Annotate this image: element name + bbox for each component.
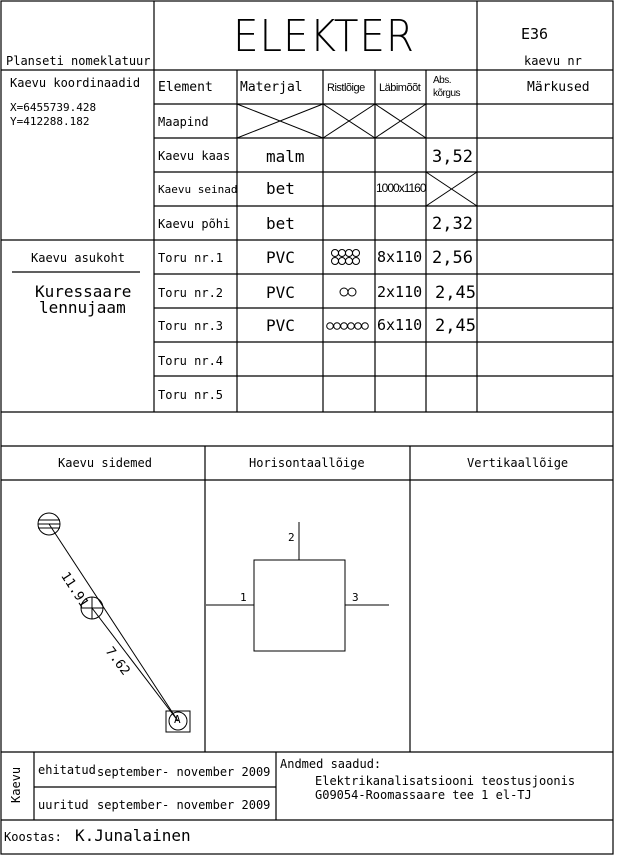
ties-diagram — [38, 513, 190, 732]
cross-section-2-pipes-icon — [340, 288, 356, 296]
section-vertical-title: Vertikaallõige — [467, 456, 569, 470]
tie-distance-1: 11.91 — [57, 569, 92, 611]
coordinate-y: Y=412288.182 — [10, 115, 90, 128]
manhole-code: E36 — [521, 25, 549, 43]
pipe-label-1: 1 — [240, 591, 247, 604]
row-element: Kaevu põhi — [158, 217, 231, 231]
row-diameter: 2x110 — [377, 283, 423, 301]
row-element: Maapind — [158, 115, 209, 129]
row-material: PVC — [266, 248, 295, 267]
nomenclature-label: Planseti nomeklatuur — [6, 54, 151, 68]
coordinates-label: Kaevu koordinaadid — [10, 76, 141, 90]
col-header-diameter: Läbimõõt — [379, 82, 421, 94]
row-height: 2,56 — [432, 248, 473, 268]
pipe-label-2: 2 — [288, 531, 295, 544]
footer-kaevu-label: Kaevu — [9, 766, 23, 803]
surveyed-value: september- november 2009 — [97, 798, 271, 812]
location-line-1: Kuressaare — [35, 282, 132, 301]
horizontal-section-diagram — [206, 522, 389, 651]
row-height: 2,45 — [435, 316, 476, 336]
col-header-element: Element — [158, 80, 213, 95]
row-element: Toru nr.1 — [158, 251, 224, 265]
location-line-2: lennujaam — [39, 298, 126, 317]
row-height: 2,45 — [435, 283, 476, 303]
row-element: Kaevu seinad — [158, 183, 238, 196]
col-header-height-2: kõrgus — [433, 88, 461, 99]
col-header-cross-section: Ristlõige — [327, 82, 365, 94]
row-height: 3,52 — [432, 147, 473, 167]
surveyed-label: uuritud — [38, 798, 89, 812]
cross-section-8-pipes-icon — [332, 250, 360, 265]
row-element: Toru nr.4 — [158, 354, 224, 368]
row-element: Toru nr.5 — [158, 388, 224, 402]
form-title: ELEKTER — [233, 11, 415, 62]
row-material: PVC — [266, 316, 295, 335]
row-diameter: 1000x1160 — [376, 181, 426, 195]
section-horizontal-title: Horisontaallõige — [249, 456, 365, 470]
manhole-marker-label: A — [174, 713, 181, 726]
row-material: bet — [266, 179, 295, 198]
row-element: Kaevu kaas — [158, 149, 231, 163]
source-line-1: Elektrikanalisatsiooni teostusjoonis — [315, 774, 576, 788]
row-diameter: 8x110 — [377, 248, 423, 266]
col-header-height-1: Abs. — [433, 75, 452, 86]
row-element: Toru nr.3 — [158, 319, 224, 333]
built-label: ehitatud — [38, 763, 96, 777]
author-value: K.Junalainen — [75, 826, 191, 845]
tie-distance-2: 7.62 — [101, 644, 133, 679]
built-value: september- november 2009 — [97, 765, 271, 779]
reference-point-1-icon — [38, 513, 60, 535]
col-header-notes: Märkused — [527, 80, 590, 95]
row-height: 2,32 — [432, 214, 473, 234]
author-label: Koostas: — [4, 830, 62, 844]
row-material: PVC — [266, 283, 295, 302]
row-material: bet — [266, 214, 295, 233]
pipe-label-3: 3 — [352, 591, 359, 604]
row-diameter: 6x110 — [377, 316, 423, 334]
source-line-2: G09054-Roomassaare tee 1 el-TJ — [315, 788, 532, 802]
coordinate-x: X=6455739.428 — [10, 101, 97, 114]
section-ties-title: Kaevu sidemed — [58, 456, 152, 470]
col-header-material: Materjal — [240, 80, 303, 95]
location-label: Kaevu asukoht — [31, 251, 125, 265]
source-label: Andmed saadud: — [280, 757, 382, 771]
manhole-code-label: kaevu nr — [524, 54, 582, 68]
cross-section-6-pipes-icon — [327, 323, 369, 330]
row-material: malm — [266, 147, 305, 166]
row-element: Toru nr.2 — [158, 286, 224, 300]
